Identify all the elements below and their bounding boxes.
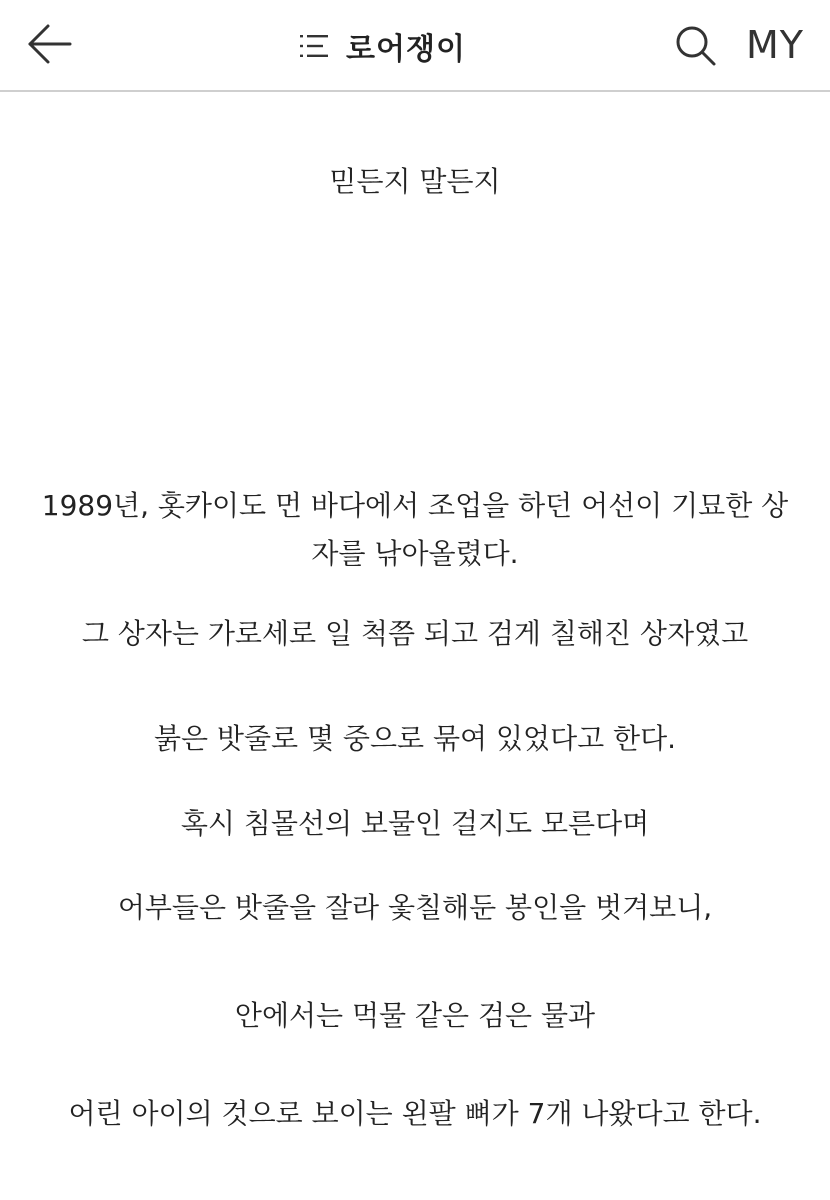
post-paragraph: 안에서는 먹물 같은 검은 물과 — [234, 999, 596, 1032]
board-menu-button[interactable] — [300, 22, 466, 70]
post-paragraph: 어부들은 밧줄을 잘라 옻칠해둔 봉인을 벗겨보니, — [117, 891, 713, 924]
top-header — [0, 0, 830, 92]
post-title: 믿든지 말든지 — [329, 165, 501, 198]
arrow-left-icon — [22, 18, 78, 74]
my-page-button[interactable]: MY — [746, 23, 804, 67]
post-paragraph: 붉은 밧줄로 몇 중으로 묶여 있었다고 한다. — [153, 722, 677, 755]
site-title: 로어쟁이 — [346, 32, 466, 67]
list-menu-icon — [300, 33, 328, 59]
back-button[interactable] — [22, 18, 78, 74]
post-paragraph: 혹시 침몰선의 보물인 걸지도 모른다며 — [180, 807, 650, 840]
post-paragraph: 1989년, 홋카이도 먼 바다에서 조업을 하던 어선이 기묘한 상자를 낚아올렸다. — [41, 489, 789, 570]
post-paragraph: 그 상자는 가로세로 일 척쯤 되고 검게 칠해진 상자였고 — [81, 617, 749, 650]
search-button[interactable] — [672, 22, 720, 70]
search-icon — [672, 22, 720, 70]
post-paragraph: 어린 아이의 것으로 보이는 왼팔 뼈가 7개 나왔다고 한다. — [68, 1097, 762, 1130]
